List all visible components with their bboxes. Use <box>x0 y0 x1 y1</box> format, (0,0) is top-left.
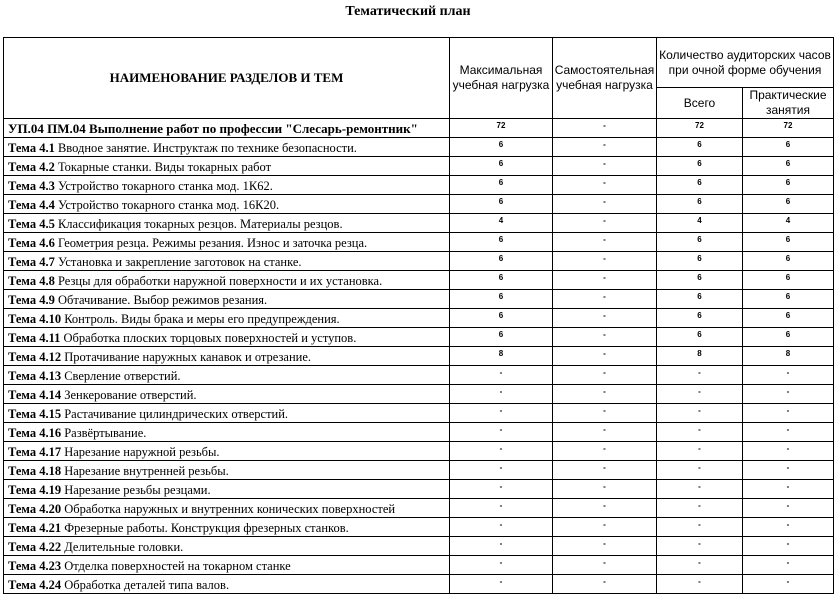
cell-max: 6 <box>450 290 553 309</box>
cell-practical: - <box>743 385 834 404</box>
page-title: Тематический план <box>345 4 471 19</box>
table-row <box>4 556 834 575</box>
topic-text: Устройство токарного станка мод. 1К62. <box>57 179 273 193</box>
cell-max: 6 <box>450 328 553 347</box>
cell-total: 6 <box>657 328 743 347</box>
cell-max: - <box>450 461 553 480</box>
module-practical: 72 <box>743 119 834 138</box>
cell-practical: - <box>743 537 834 556</box>
table-row <box>4 480 834 499</box>
topic-label: Тема 4.17 <box>8 445 62 459</box>
topic-text: Классификация токарных резцов. Материалы резцов. <box>57 217 343 231</box>
cell-total: 6 <box>657 176 743 195</box>
cell-total: - <box>657 556 743 575</box>
topic-label: Тема 4.12 <box>8 350 62 364</box>
topic-name <box>4 385 450 404</box>
topic-text: Обработка плоских торцовых поверхностей и уступов. <box>63 331 357 345</box>
table-row <box>4 518 834 537</box>
cell-total: 6 <box>657 233 743 252</box>
cell-practical: 4 <box>743 214 834 233</box>
topic-name <box>4 195 450 214</box>
cell-practical: 6 <box>743 271 834 290</box>
cell-max: - <box>450 575 553 594</box>
table-row <box>4 385 834 404</box>
cell-self: - <box>553 385 657 404</box>
topic-label: Тема 4.19 <box>8 483 62 497</box>
topic-name <box>4 461 450 480</box>
topic-name <box>4 575 450 594</box>
topic-name <box>4 233 450 252</box>
cell-self: - <box>553 252 657 271</box>
table-row <box>4 176 834 195</box>
cell-max: 6 <box>450 195 553 214</box>
table-row <box>4 423 834 442</box>
topic-text: Резцы для обработки наружной поверхности и их установка. <box>57 274 383 288</box>
cell-practical: 6 <box>743 290 834 309</box>
table-row <box>4 328 834 347</box>
cell-practical: 6 <box>743 138 834 157</box>
cell-total: - <box>657 385 743 404</box>
cell-max: - <box>450 518 553 537</box>
header-total: Всего <box>657 88 743 119</box>
cell-total: - <box>657 575 743 594</box>
cell-self: - <box>553 518 657 537</box>
cell-practical: - <box>743 404 834 423</box>
cell-max: 6 <box>450 309 553 328</box>
table-row <box>4 252 834 271</box>
module-max: 72 <box>450 119 553 138</box>
cell-max: 6 <box>450 252 553 271</box>
topic-name <box>4 499 450 518</box>
cell-practical: - <box>743 366 834 385</box>
cell-max: - <box>450 404 553 423</box>
cell-max: - <box>450 385 553 404</box>
cell-max: - <box>450 442 553 461</box>
cell-total: 6 <box>657 138 743 157</box>
topic-name <box>4 366 450 385</box>
cell-practical: - <box>743 499 834 518</box>
topic-label: Тема 4.10 <box>8 312 62 326</box>
module-name: УП.04 ПМ.04 Выполнение работ по профессии "Слесарь-ремонтник" <box>4 119 450 138</box>
cell-total: - <box>657 423 743 442</box>
cell-max: - <box>450 537 553 556</box>
cell-total: - <box>657 499 743 518</box>
table-row <box>4 499 834 518</box>
cell-practical: - <box>743 442 834 461</box>
cell-max: - <box>450 556 553 575</box>
topic-text: Протачивание наружных канавок и отрезание. <box>64 350 312 364</box>
topic-label: Тема 4.6 <box>8 236 55 250</box>
cell-self: - <box>553 290 657 309</box>
topic-text: Обработка деталей типа валов. <box>64 578 230 592</box>
topic-name <box>4 157 450 176</box>
topic-text: Устройство токарного станка мод. 16К20. <box>57 198 280 212</box>
cell-total: - <box>657 518 743 537</box>
cell-practical: - <box>743 480 834 499</box>
thematic-plan-table <box>3 37 834 594</box>
topic-text: Вводное занятие. Инструктаж по технике безопасности. <box>57 141 357 155</box>
topic-text: Нарезание резьбы резцами. <box>64 483 211 497</box>
topic-label: Тема 4.5 <box>8 217 55 231</box>
cell-max: 6 <box>450 176 553 195</box>
cell-self: - <box>553 328 657 347</box>
cell-self: - <box>553 157 657 176</box>
cell-max: - <box>450 366 553 385</box>
topic-text: Геометрия резца. Режимы резания. Износ и заточка резца. <box>57 236 368 250</box>
topic-name <box>4 556 450 575</box>
table-row <box>4 461 834 480</box>
topic-name <box>4 404 450 423</box>
topic-name <box>4 480 450 499</box>
topic-text: Зенкерование отверстий. <box>64 388 197 402</box>
topic-label: Тема 4.3 <box>8 179 55 193</box>
cell-max: 6 <box>450 233 553 252</box>
cell-total: - <box>657 404 743 423</box>
cell-total: 6 <box>657 271 743 290</box>
cell-self: - <box>553 556 657 575</box>
topic-text: Обработка наружных и внутренних конических поверхностей <box>64 502 396 516</box>
cell-max: 6 <box>450 157 553 176</box>
table-row <box>4 347 834 366</box>
table-row <box>4 404 834 423</box>
cell-practical: 6 <box>743 176 834 195</box>
cell-practical: 8 <box>743 347 834 366</box>
cell-self: - <box>553 214 657 233</box>
cell-self: - <box>553 309 657 328</box>
cell-total: - <box>657 442 743 461</box>
topic-label: Тема 4.11 <box>8 331 61 345</box>
topic-name <box>4 423 450 442</box>
cell-self: - <box>553 347 657 366</box>
cell-practical: - <box>743 556 834 575</box>
topic-name <box>4 138 450 157</box>
topic-text: Нарезание наружной резьбы. <box>64 445 220 459</box>
cell-max: 6 <box>450 138 553 157</box>
topic-name <box>4 290 450 309</box>
cell-self: - <box>553 176 657 195</box>
topic-label: Тема 4.18 <box>8 464 62 478</box>
topic-text: Сверление отверстий. <box>64 369 181 383</box>
topic-name <box>4 252 450 271</box>
topic-name <box>4 347 450 366</box>
cell-practical: - <box>743 461 834 480</box>
cell-total: 6 <box>657 309 743 328</box>
module-self: - <box>553 119 657 138</box>
cell-total: 6 <box>657 252 743 271</box>
cell-practical: - <box>743 518 834 537</box>
topic-text: Нарезание внутренней резьбы. <box>64 464 229 478</box>
cell-self: - <box>553 537 657 556</box>
cell-max: - <box>450 480 553 499</box>
table-row <box>4 214 834 233</box>
table-row <box>4 271 834 290</box>
cell-self: - <box>553 195 657 214</box>
cell-self: - <box>553 366 657 385</box>
table-row <box>4 233 834 252</box>
topic-label: Тема 4.9 <box>8 293 55 307</box>
cell-practical: - <box>743 575 834 594</box>
cell-total: 6 <box>657 290 743 309</box>
cell-total: 6 <box>657 157 743 176</box>
topic-name <box>4 271 450 290</box>
topic-label: Тема 4.14 <box>8 388 62 402</box>
cell-total: 4 <box>657 214 743 233</box>
cell-practical: - <box>743 423 834 442</box>
cell-total: - <box>657 366 743 385</box>
cell-self: - <box>553 138 657 157</box>
cell-total: - <box>657 537 743 556</box>
module-total: 72 <box>657 119 743 138</box>
topic-name <box>4 176 450 195</box>
topic-name <box>4 518 450 537</box>
topic-name <box>4 442 450 461</box>
table-row <box>4 290 834 309</box>
topic-name <box>4 214 450 233</box>
cell-practical: 6 <box>743 233 834 252</box>
topic-text: Токарные станки. Виды токарных работ <box>57 160 272 174</box>
topic-label: Тема 4.15 <box>8 407 62 421</box>
topic-text: Растачивание цилиндрических отверстий. <box>64 407 289 421</box>
table-row <box>4 537 834 556</box>
topic-label: Тема 4.20 <box>8 502 62 516</box>
topic-text: Контроль. Виды брака и меры его предупреждения. <box>64 312 340 326</box>
cell-practical: 6 <box>743 195 834 214</box>
table-row <box>4 157 834 176</box>
cell-self: - <box>553 423 657 442</box>
cell-self: - <box>553 575 657 594</box>
cell-practical: 6 <box>743 309 834 328</box>
cell-practical: 6 <box>743 328 834 347</box>
cell-self: - <box>553 233 657 252</box>
topic-label: Тема 4.16 <box>8 426 62 440</box>
topic-label: Тема 4.7 <box>8 255 55 269</box>
table-row <box>4 138 834 157</box>
cell-total: - <box>657 461 743 480</box>
table-row <box>4 366 834 385</box>
topic-label: Тема 4.13 <box>8 369 62 383</box>
cell-total: 6 <box>657 195 743 214</box>
cell-self: - <box>553 404 657 423</box>
topic-name <box>4 309 450 328</box>
table-row <box>4 309 834 328</box>
cell-self: - <box>553 461 657 480</box>
topic-text: Делительные головки. <box>64 540 184 554</box>
header-self-load: Самостоятельная учебная нагрузка <box>553 38 657 119</box>
table-row <box>4 442 834 461</box>
cell-practical: 6 <box>743 252 834 271</box>
table-row <box>4 195 834 214</box>
cell-total: - <box>657 480 743 499</box>
topic-text: Установка и закрепление заготовок на станке. <box>57 255 302 269</box>
cell-max: 4 <box>450 214 553 233</box>
cell-self: - <box>553 271 657 290</box>
table-row <box>4 575 834 594</box>
topic-label: Тема 4.24 <box>8 578 62 592</box>
header-practical: Практические занятия <box>743 88 834 119</box>
topic-label: Тема 4.21 <box>8 521 62 535</box>
module-row <box>4 119 834 138</box>
cell-max: 8 <box>450 347 553 366</box>
topic-label: Тема 4.23 <box>8 559 62 573</box>
topic-text: Фрезерные работы. Конструкция фрезерных станков. <box>64 521 349 535</box>
topic-label: Тема 4.8 <box>8 274 55 288</box>
cell-max: 6 <box>450 271 553 290</box>
topic-name <box>4 537 450 556</box>
topic-label: Тема 4.2 <box>8 160 55 174</box>
cell-self: - <box>553 480 657 499</box>
header-aud-hours: Количество аудиторских часов при очной форме обучения <box>657 38 834 88</box>
topic-text: Обтачивание. Выбор режимов резания. <box>57 293 268 307</box>
cell-total: 8 <box>657 347 743 366</box>
header-name: НАИМЕНОВАНИЕ РАЗДЕЛОВ И ТЕМ <box>4 38 450 119</box>
topic-name <box>4 328 450 347</box>
header-max-load: Максимальная учебная нагрузка <box>450 38 553 119</box>
topic-text: Развёртывание. <box>64 426 147 440</box>
cell-self: - <box>553 442 657 461</box>
cell-max: - <box>450 499 553 518</box>
cell-max: - <box>450 423 553 442</box>
topic-label: Тема 4.22 <box>8 540 62 554</box>
cell-practical: 6 <box>743 157 834 176</box>
cell-self: - <box>553 499 657 518</box>
topic-label: Тема 4.1 <box>8 141 55 155</box>
topic-label: Тема 4.4 <box>8 198 55 212</box>
topic-text: Отделка поверхностей на токарном станке <box>64 559 291 573</box>
